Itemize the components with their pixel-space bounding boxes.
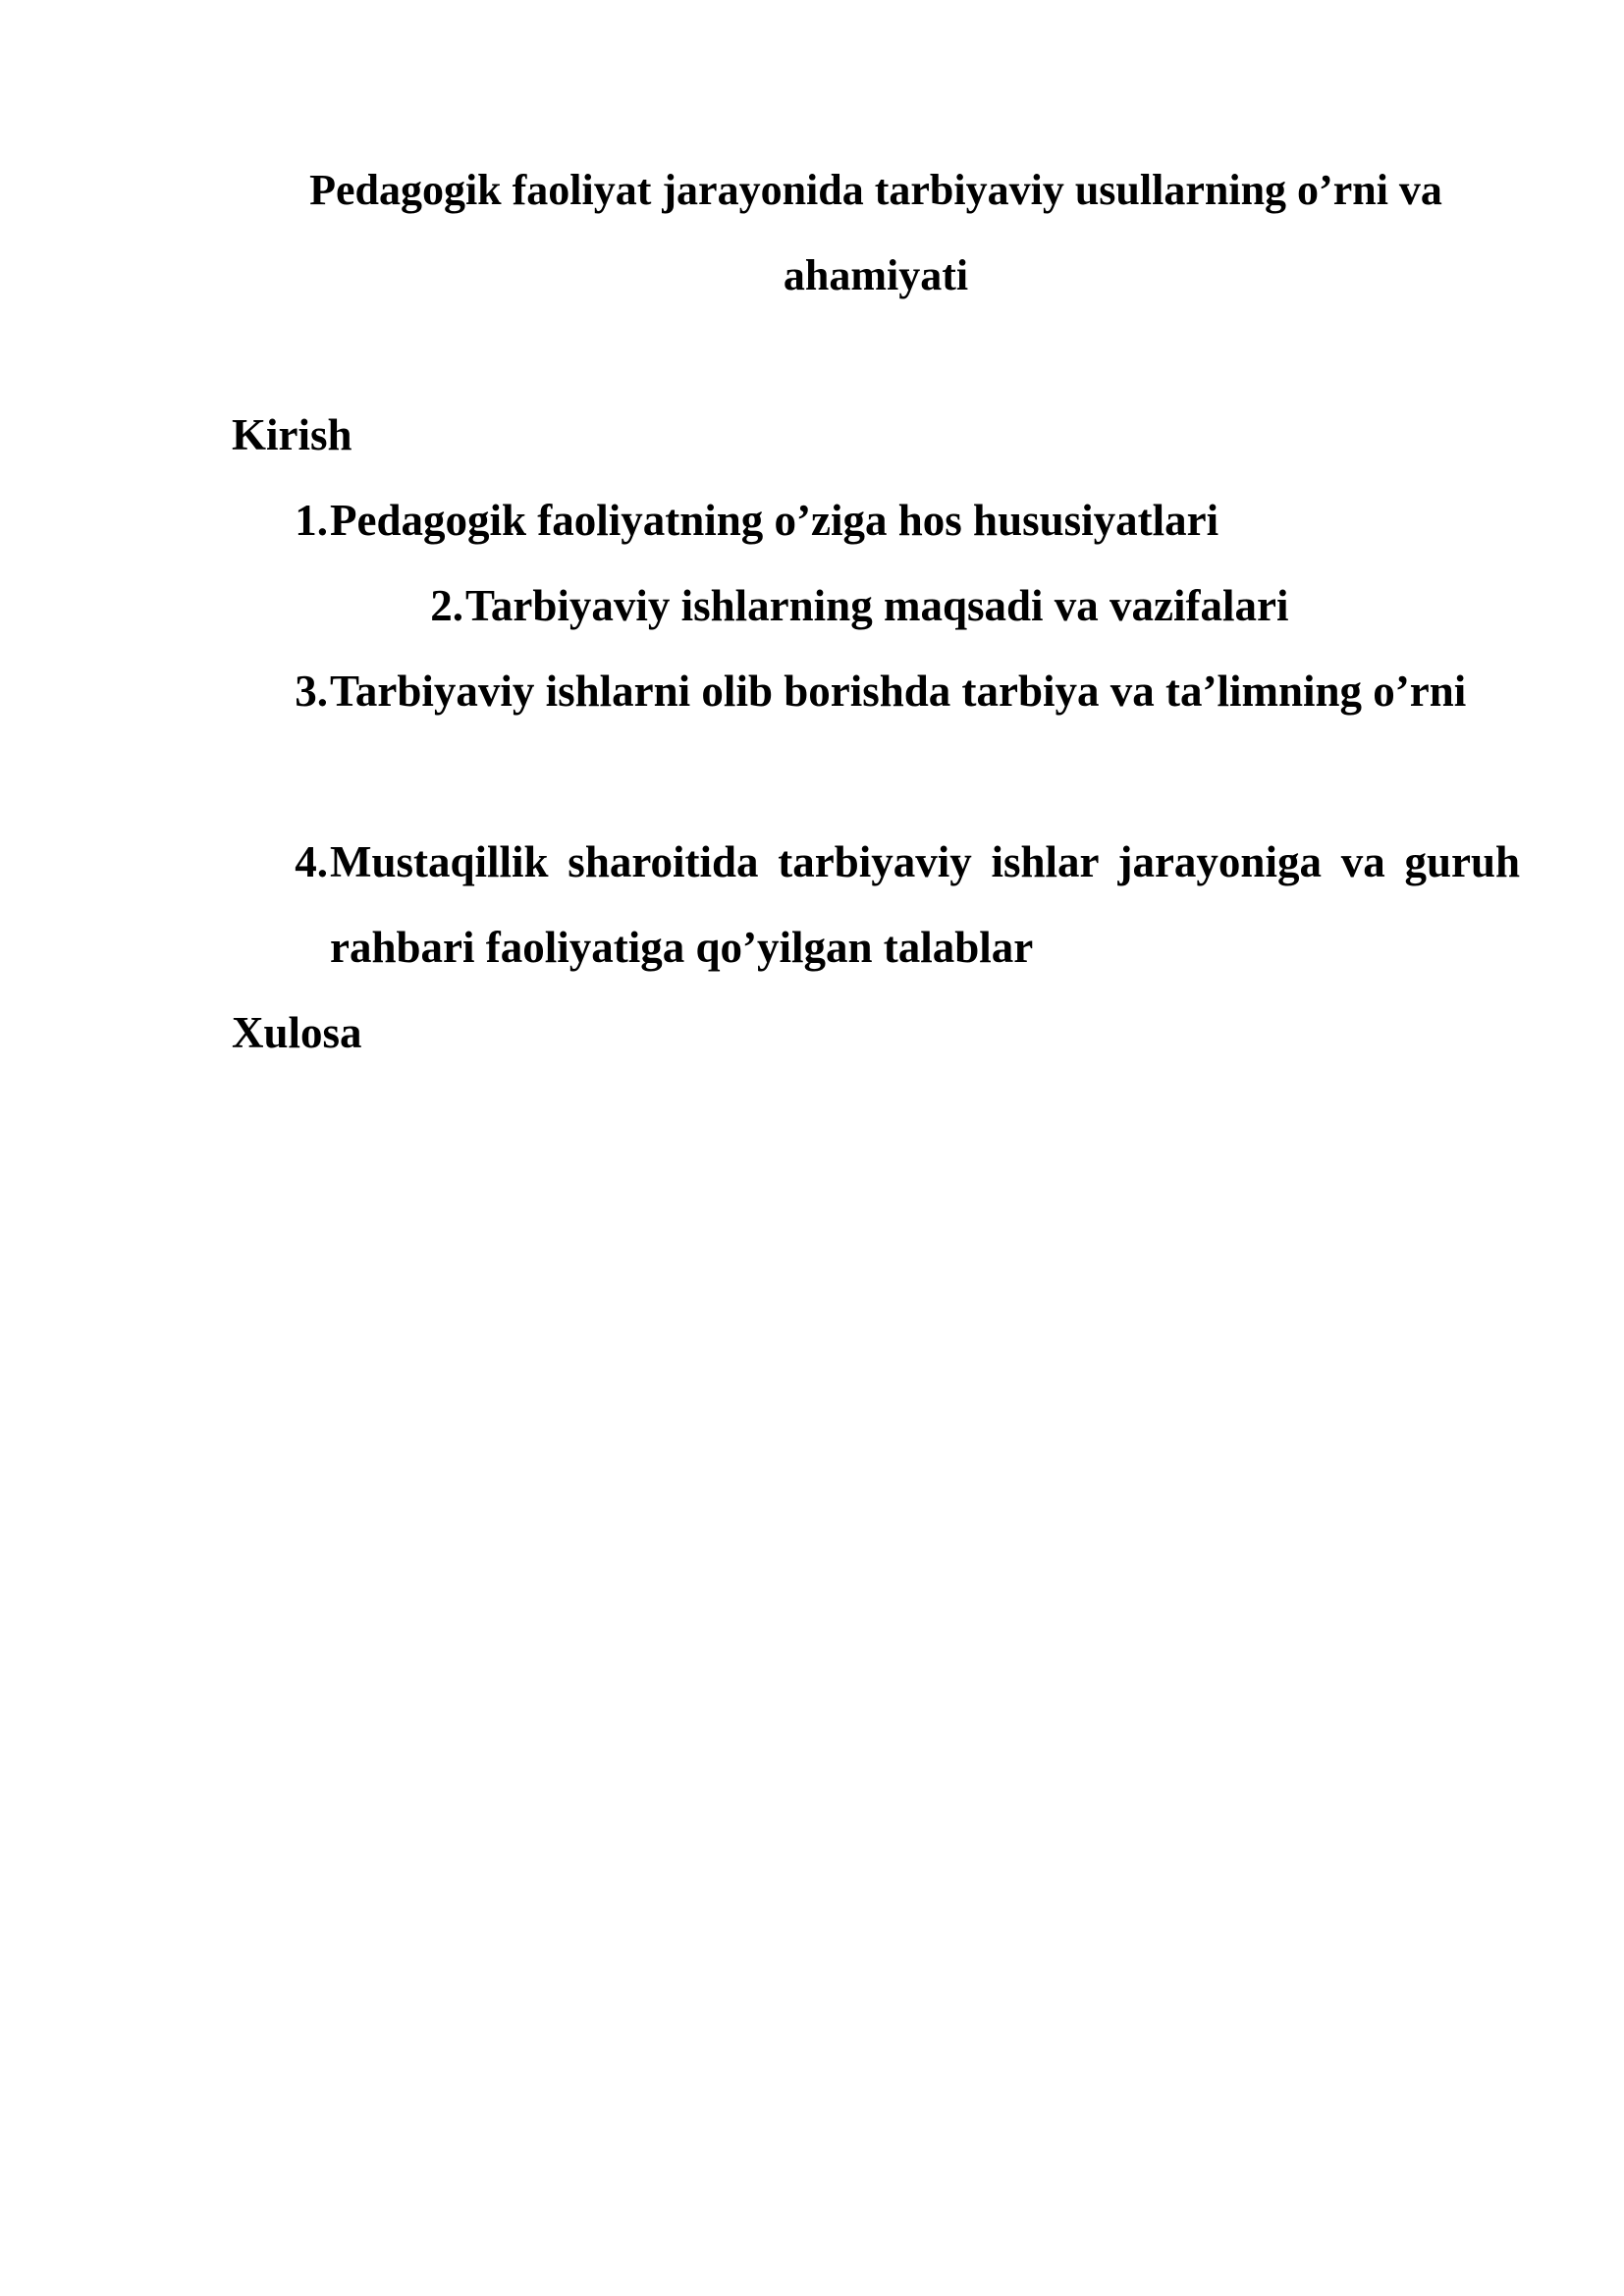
toc-item-text: Mustaqillik sharoitida tarbiyaviy ishlar jarayoniga va guruh rahbari faoliyatiga qo’yilgan talablar: [330, 837, 1520, 972]
document-title: Pedagogik faoliyat jarayonida tarbiyaviy usullarning o’rni va ahamiyati: [309, 166, 1442, 299]
toc-item-4: [277, 820, 1520, 990]
toc-item-text: Pedagogik faoliyatning o’ziga hos hususiyatlari: [330, 496, 1219, 545]
toc-item-2: [412, 563, 1520, 649]
toc-item-text: Tarbiyaviy ishlarning maqsadi va vazifalari: [465, 581, 1289, 630]
heading-conclusion: Xulosa: [232, 1008, 362, 1057]
toc-item-3: [277, 649, 1520, 820]
heading-intro: Kirish: [232, 410, 352, 459]
toc-item-number: 2.: [430, 581, 463, 630]
toc-item-number: 1.: [295, 496, 328, 545]
toc-item-number: 3.: [295, 667, 328, 716]
toc-item-1: [277, 478, 1520, 563]
toc-item-number: 4.: [295, 837, 328, 886]
toc-item-text: Tarbiyaviy ishlarni olib borishda tarbiya va ta’limning o’rni: [330, 667, 1467, 716]
